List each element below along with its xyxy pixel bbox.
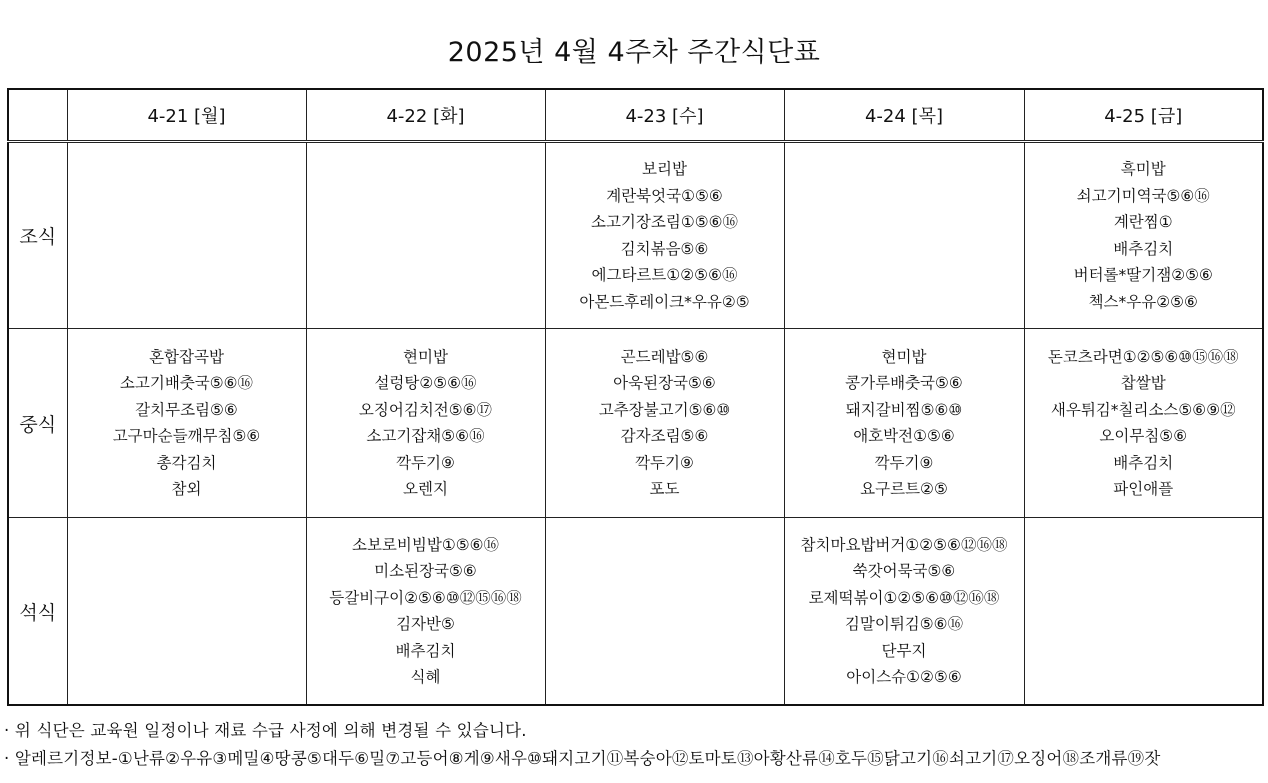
dish-item: 오렌지 (403, 480, 448, 498)
dish-item: 흑미밥 (1120, 160, 1166, 178)
meal-row (8, 518, 1263, 706)
dish-item: 배추김치 (1113, 453, 1174, 472)
dish-item: 아이스슈①②⑤⑥ (846, 668, 962, 686)
menu-cell (67, 329, 306, 518)
dish-item: 첵스*우유②⑤⑥ (1088, 292, 1198, 311)
menu-cell (306, 329, 545, 518)
dish-item: 혼합잡곡밥 (149, 347, 224, 366)
meal-row (8, 329, 1263, 518)
day-header: 4-21 [월] (67, 89, 306, 142)
dish-item: 쑥갓어묵국⑤⑥ (852, 562, 956, 580)
dish-item: 아몬드후레이크*우유②⑤ (579, 292, 750, 311)
dish-item: 등갈비구이②⑤⑥⑩⑫⑮⑯⑱ (329, 588, 522, 607)
dish-item: 찹쌀밥 (1120, 374, 1166, 392)
menu-cell (67, 518, 306, 706)
menu-cell (545, 329, 784, 518)
dish-item: 보리밥 (642, 160, 687, 178)
meal-label: 중식 (8, 329, 67, 518)
dish-item: 감자조림⑤⑥ (620, 427, 709, 445)
meal-row (8, 142, 1263, 329)
menu-cell (1024, 329, 1263, 518)
dish-item: 깍두기⑨ (635, 453, 694, 472)
dish-item: 돼지갈비찜⑤⑥⑩ (845, 400, 963, 419)
day-header: 4-23 [수] (545, 89, 784, 142)
dish-item: 파인애플 (1113, 480, 1174, 498)
dish-item: 고구마순들깨무침⑤⑥ (112, 427, 261, 445)
notes (4, 717, 1161, 773)
dish-item: 고추장불고기⑤⑥⑩ (598, 400, 731, 419)
dish-item: 김치볶음⑤⑥ (620, 239, 709, 258)
dish-item: 깍두기⑨ (874, 453, 934, 472)
dish-item: 돈코츠라면①②⑤⑥⑩⑮⑯⑱ (1047, 347, 1239, 366)
weekly-menu-table (7, 88, 1264, 706)
dish-item: 참외 (171, 480, 202, 498)
dish-item: 김말이튀김⑤⑥⑯ (844, 615, 964, 633)
dish-item: 쇠고기미역국⑤⑥⑯ (1076, 186, 1210, 205)
menu-cell (1024, 142, 1263, 329)
menu-cell (545, 518, 784, 706)
dish-item: 현미밥 (881, 347, 927, 366)
dish-item: 계란찜① (1113, 213, 1173, 231)
menu-cell (306, 518, 545, 706)
allergy-info: · 알레르기정보-①난류②우유③메밀④땅콩⑤대두⑥밀⑦고등어⑧게⑨새우⑩돼지고기⑪복숭아⑫토마토⑬아황산류⑭호두⑮닭고기⑯쇠고기⑰오징어⑱조개류⑲잣 (4, 749, 1161, 768)
dish-item: 미소된장국⑤⑥ (374, 562, 477, 580)
dish-item: 소고기장조림①⑤⑥⑯ (590, 213, 739, 231)
change-notice: · 위 식단은 교육원 일정이나 재료 수급 사정에 의해 변경될 수 있습니다. (4, 721, 527, 740)
day-header-row (8, 89, 1263, 142)
dish-item: 김자반⑤ (396, 615, 455, 633)
dish-item: 요구르트②⑤ (860, 480, 948, 498)
dish-item: 설렁탕②⑤⑥⑯ (374, 374, 477, 392)
corner-cell (8, 89, 67, 142)
meal-label: 석식 (8, 518, 67, 706)
dish-item: 깍두기⑨ (396, 453, 455, 472)
page-title: 2025년 4월 4주차 주간식단표 (447, 37, 821, 68)
dish-item: 포도 (649, 480, 680, 498)
dish-item: 오이무침⑤⑥ (1099, 427, 1188, 445)
dish-item: 애호박전①⑤⑥ (853, 427, 955, 445)
dish-item: 계란북엇국①⑤⑥ (606, 186, 723, 205)
day-header: 4-24 [목] (784, 89, 1024, 142)
menu-cell (1024, 518, 1263, 706)
dish-item: 새우튀김*칠리소스⑤⑥⑨⑫ (1050, 400, 1236, 419)
dish-item: 소고기잡채⑤⑥⑯ (366, 427, 485, 445)
dish-item: 소보로비빔밥①⑤⑥⑯ (351, 535, 500, 554)
dish-item: 에그타르트①②⑤⑥⑯ (591, 266, 738, 284)
dish-item: 소고기배춧국⑤⑥⑯ (119, 374, 254, 392)
menu-cell (545, 142, 784, 329)
dish-item: 참치마요밥버거①②⑤⑥⑫⑯⑱ (800, 535, 1008, 554)
menu-cell (67, 142, 306, 329)
day-header: 4-25 [금] (1024, 89, 1263, 142)
menu-cell (784, 329, 1024, 518)
dish-item: 로제떡볶이①②⑤⑥⑩⑫⑯⑱ (808, 588, 1000, 607)
dish-item: 버터롤*딸기잼②⑤⑥ (1073, 266, 1213, 284)
dish-item: 배추김치 (1113, 239, 1174, 258)
menu-cell (784, 142, 1024, 329)
day-header: 4-22 [화] (306, 89, 545, 142)
dish-item: 아욱된장국⑤⑥ (613, 374, 716, 392)
menu-cell (784, 518, 1024, 706)
dish-item: 단무지 (881, 641, 927, 660)
dish-item: 오징어김치전⑤⑥⑰ (358, 400, 493, 419)
menu-cell (306, 142, 545, 329)
dish-item: 곤드레밥⑤⑥ (620, 347, 709, 366)
dish-item: 식혜 (410, 668, 441, 686)
dish-item: 현미밥 (403, 347, 448, 366)
dish-item: 총각김치 (156, 453, 217, 472)
dish-item: 배추김치 (395, 641, 456, 660)
dish-item: 콩가루배춧국⑤⑥ (845, 374, 963, 392)
dish-item: 갈치무조림⑤⑥ (135, 400, 238, 419)
meal-label: 조식 (8, 142, 67, 329)
